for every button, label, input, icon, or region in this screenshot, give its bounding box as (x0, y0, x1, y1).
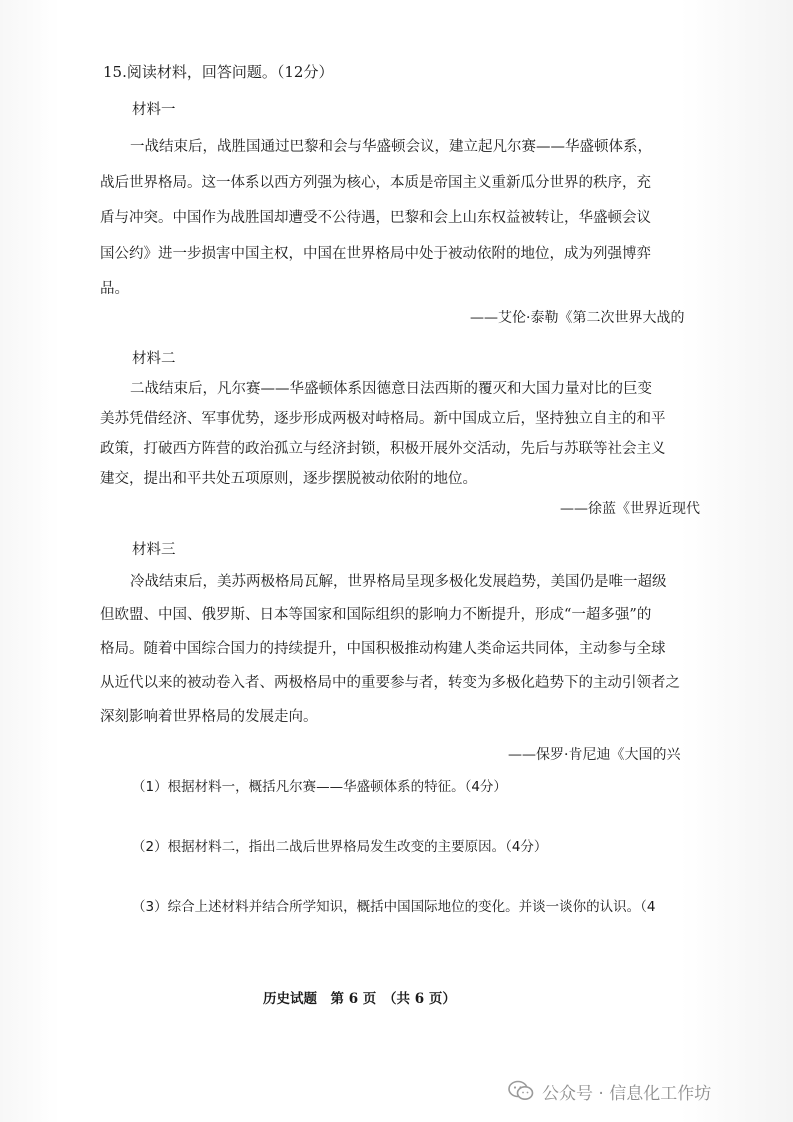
material3-line: 从近代以来的被动卷入者、两极格局中的重要参与者，转变为多极化趋势下的主动引领者之 (100, 675, 680, 691)
material3-line: 冷战结束后，美苏两极格局瓦解，世界格局呈现多极化发展趋势，美国仍是唯一超级 (130, 574, 667, 590)
sub-question-1: （1）根据材料一，概括凡尔赛——华盛顿体系的特征。（4分） (132, 779, 507, 795)
material2-source: ——徐蓝《世界近现代 (560, 501, 700, 517)
page-footer: 历史试题 第 6 页 （共 6 页） (263, 991, 456, 1007)
sub-question-2: （2）根据材料二，指出二战后世界格局发生改变的主要原因。（4分） (132, 839, 548, 855)
material1-line: 盾与冲突。中国作为战胜国却遭受不公待遇，巴黎和会上山东权益被转让，华盛顿会议 (100, 210, 651, 226)
watermark-text: 公众号 · 信息化工作坊 (542, 1083, 712, 1104)
wechat-icon (508, 1080, 534, 1102)
material1-line: 战后世界格局。这一体系以西方列强为核心，本质是帝国主义重新瓜分世界的秩序，充 (100, 175, 651, 191)
material2-line: 二战结束后，凡尔赛——华盛顿体系因德意日法西斯的覆灭和大国力量对比的巨变 (130, 381, 652, 397)
material2-line: 美苏凭借经济、军事优势，逐步形成两极对峙格局。新中国成立后，坚持独立自主的和平 (100, 411, 666, 427)
material2-line: 建交，提出和平共处五项原则，逐步摆脱被动依附的地位。 (100, 471, 477, 487)
question-title: 15.阅读材料，回答问题。（12分） (103, 63, 334, 81)
material3-source: ——保罗·肯尼迪《大国的兴 (508, 747, 681, 763)
material1-line: 国公约》进一步损害中国主权，中国在世界格局中处于被动依附的地位，成为列强博弈 (100, 246, 651, 262)
material2-line: 政策，打破西方阵营的政治孤立与经济封锁，积极开展外交活动，先后与苏联等社会主义 (100, 441, 666, 457)
material1-line: 一战结束后，战胜国通过巴黎和会与华盛顿会议，建立起凡尔赛——华盛顿体系， (130, 139, 652, 155)
sub-question-3: （3）综合上述材料并结合所学知识，概括中国国际地位的变化。并谈一谈你的认识。（4 (132, 899, 656, 915)
material1-heading: 材料一 (132, 102, 176, 118)
watermark (508, 1078, 711, 1104)
material3-line: 但欧盟、中国、俄罗斯、日本等国家和国际组织的影响力不断提升，形成“一超多强”的 (100, 607, 652, 623)
material3-line: 格局。随着中国综合国力的持续提升，中国积极推动构建人类命运共同体，主动参与全球 (100, 641, 666, 657)
material3-line: 深刻影响着世界格局的发展走向。 (100, 709, 318, 725)
material1-line: 品。 (100, 281, 129, 297)
material2-heading: 材料二 (132, 351, 176, 367)
material3-heading: 材料三 (132, 542, 176, 558)
material1-source: ——艾伦·泰勒《第二次世界大战的 (470, 310, 685, 326)
